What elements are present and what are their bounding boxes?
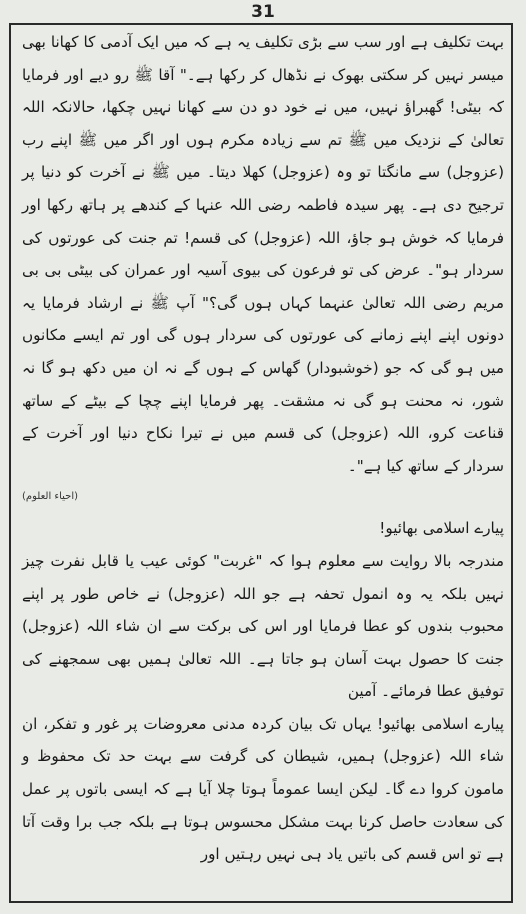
page-body (22, 26, 504, 871)
page-number: 31 (251, 2, 275, 22)
citation: (احیاء العلوم) (22, 491, 79, 503)
salutation: پیارے اسلامی بھائیو! (379, 519, 504, 538)
paragraph-1: بہت تکلیف ہے اور سب سے بڑی تکلیف یہ ہے کہ میں ایک آدمی کا کھانا بھی میسر نہیں کر سکتی بھوک نے نڈھال کر رکھا ہے۔" آقا ﷺ رو دیے اور فرمایا کہ بیٹی! گھبراؤ نہیں، میں نے خود دو دن سے کھانا نہیں چکھا، حالانکہ اللہ تعالیٰ کے نزدیک میں ﷺ تم سے زیادہ مکرم ہوں اور اگر میں ﷺ اپنے رب (عزوجل) سے مانگتا تو وہ (عزوجل) کھلا دیتا۔ میں ﷺ نے آخرت کو دنیا پر ترجیح دی ہے۔ پھر سیدہ فاطمہ رضی اللہ عنہا کے کندھے پر ہاتھ رکھا اور فرمایا کہ خوش ہو جاؤ، اللہ (عزوجل) کی قسم! تم جنت کی عورتوں کی سردار ہو"۔ عرض کی تو فرعون کی بیوی آسیہ اور عمران کی بیٹی بی بی مریم رضی اللہ تعالیٰ عنہما کہاں ہوں گی؟" آپ ﷺ نے ارشاد فرمایا یہ دونوں اپنے اپنے زمانے کی عورتوں کی سردار ہوں گی اور تم ایسے مکانوں میں ہو گی کہ جو (خوشبودار) گھاس کے ہوں گے نہ ان میں دکھ ہو گا نہ شور، نہ محنت ہو گی نہ مشقت۔ پھر فرمایا اپنے چچا کے بیٹے کے ساتھ قناعت کرو، اللہ (عزوجل) کی قسم میں نے تیرا نکاح دنیا اور آخرت کے سردار کے ساتھ کیا ہے"۔ (22, 33, 504, 475)
paragraph-3: پیارے اسلامی بھائیو! یہاں تک بیان کردہ مدنی معروضات پر غور و تفکر، ان شاء اللہ (عزوجل) ہمیں، شیطان کی گرفت سے بہت حد تک محفوظ و مامون کروا دے گا۔ لیکن ایسا عموماً ہوتا چلا آیا ہے کہ ایسی باتوں پر عمل کی سعادت حاصل کرنا بہت مشکل محسوس ہوتا ہے بلکہ جب برا وقت آتا ہے تو اس قسم کی باتیں یاد ہی نہیں رہتیں اور (22, 714, 504, 864)
paragraph-2: مندرجہ بالا روایت سے معلوم ہوا کہ "غربت" کوئی عیب یا قابل نفرت چیز نہیں بلکہ یہ وہ انمول تحفہ ہے جو اللہ (عزوجل) نے خاص طور پر اپنے محبوب بندوں کو عطا فرمایا اور اس کی برکت سے ان شاء اللہ (عزوجل) جنت کا حصول بہت آسان ہو جاتا ہے۔ اللہ تعالیٰ ہمیں بھی سمجھنے کی توفیق عطا فرمائے۔ آمین (22, 551, 504, 701)
